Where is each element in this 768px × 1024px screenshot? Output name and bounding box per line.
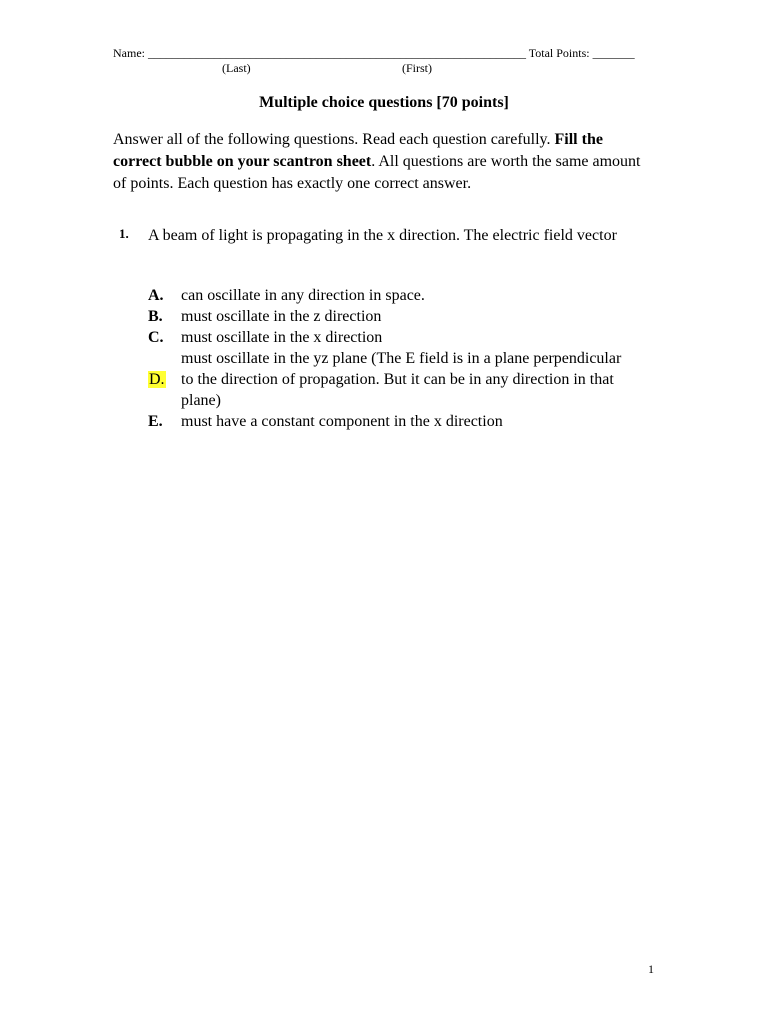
page-number: 1 bbox=[648, 962, 654, 976]
option-a-text: can oscillate in any direction in space. bbox=[181, 287, 425, 304]
option-c-text: must oscillate in the x direction bbox=[181, 329, 383, 346]
name-line: Name: _______________________________________________________________ Total Points: _______ bbox=[113, 46, 635, 60]
instructions-bold: Fill the correct bubble on your scantron sheet bbox=[113, 131, 603, 170]
instructions-text-1: Answer all of the following questions. Read each question carefully. bbox=[113, 131, 555, 148]
option-d-highlight: D. bbox=[149, 371, 165, 388]
question-stem: A beam of light is propagating in the x direction. The electric field vector bbox=[148, 227, 617, 244]
option-b-letter: B. bbox=[148, 308, 163, 325]
first-name-label: (First) bbox=[402, 61, 432, 75]
section-title: Multiple choice questions [70 points] bbox=[259, 94, 509, 111]
instructions-text-2: . All questions are worth the same amount of points. Each question has exactly one correct answer. bbox=[113, 153, 641, 192]
option-e-letter: E. bbox=[148, 413, 163, 430]
option-b-text: must oscillate in the z direction bbox=[181, 308, 382, 325]
option-e-text: must have a constant component in the x direction bbox=[181, 413, 503, 430]
option-a-letter: A. bbox=[148, 287, 164, 304]
option-c-letter: C. bbox=[148, 329, 164, 346]
last-name-label: (Last) bbox=[222, 61, 251, 75]
question-number: 1. bbox=[119, 226, 129, 241]
instructions bbox=[113, 129, 653, 195]
option-d-text: must oscillate in the yz plane (The E field is in a plane perpendicular to the direction of propagation. But it can be in any direction in that plane) bbox=[181, 350, 622, 409]
option-d-letter bbox=[148, 369, 166, 390]
